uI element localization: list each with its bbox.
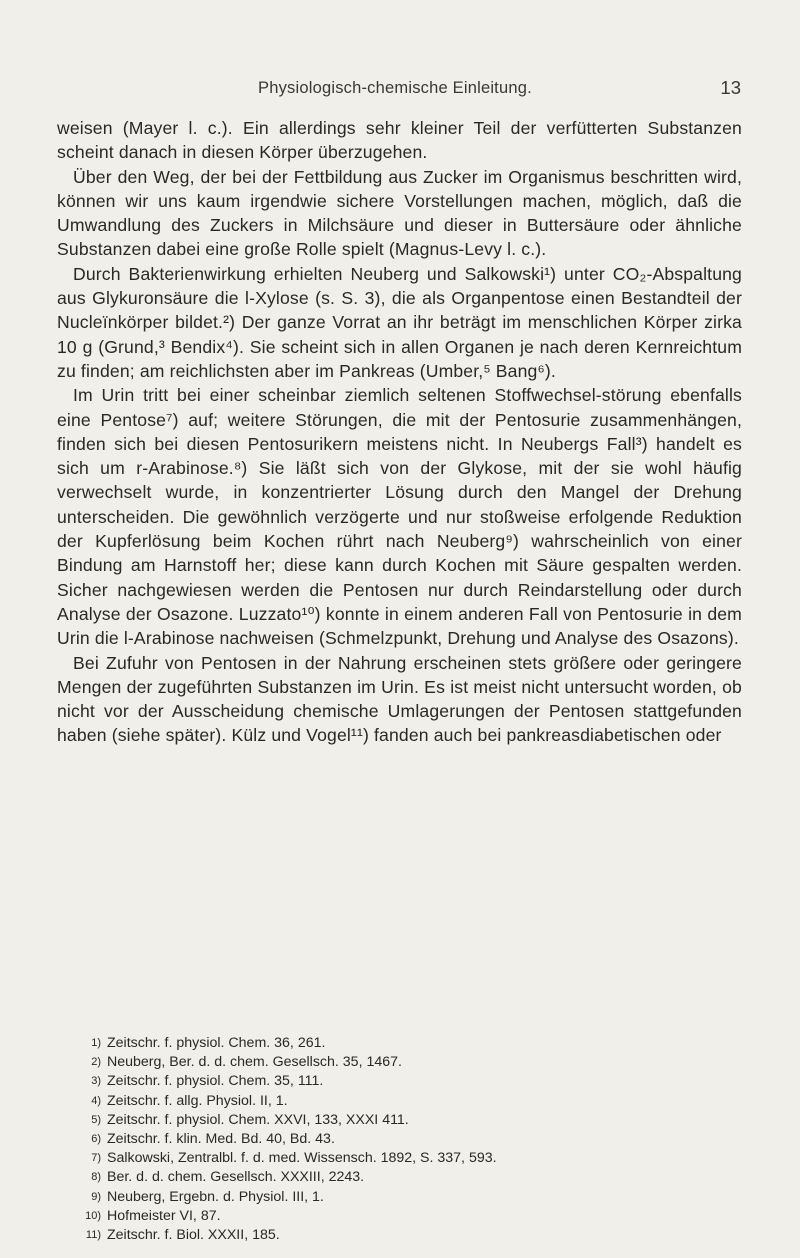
footnote-text: Zeitschr. f. klin. Med. Bd. 40, Bd. 43. — [107, 1131, 335, 1148]
footnote-text: Zeitschr. f. physiol. Chem. 36, 261. — [107, 1035, 326, 1051]
paragraph: Bei Zufuhr von Pentosen in der Nahrung erscheinen stets größere oder geringere Mengen der zugeführten Substanzen im Urin. Es ist meist nicht untersucht worden, ob nicht vor der Ausscheidung chemische Umlagerungen der Pentosen stattgefunden haben (siehe später). Külz und Vogel¹¹) fanden auch bei pankreasdiabetischen oder — [57, 652, 742, 746]
footnote-number: 9) — [91, 1190, 101, 1203]
footnote-number: 8) — [91, 1171, 101, 1184]
footnote — [57, 1207, 742, 1226]
footnote-number: 11) — [85, 1229, 101, 1242]
paragraph: Im Urin tritt bei einer scheinbar ziemlich seltenen Stoffwechsel-störung ebenfalls eine Pentose⁷) auf; weitere Störungen, die mit der Pentosurie zusammenhängen, finden sich bei diesen Pentosurikern meistens nicht. In Neubergs Fall³) handelt es sich um r-Arabinose.⁸) Sie läßt sich von der Glykose, mit der sie wohl häufig verwechselt wurde, in konzentrierter Lösung durch den Mangel der Drehung unterscheiden. Die gewöhnlich verzögerte und nur stoßweise erfolgende Reduktion der Kupferlösung beim Kochen rührt nach Neuberg⁹) wahrscheinlich von einer Bindung am Harnstoff her; diese kann durch Kochen mit Säure gespalten werden. Sicher nachgewiesen werden die Pentosen nur durch Reindarstellung oder durch Analyse der Osazone. Luzzato¹⁰) konnte in einem anderen Fall von Pentosurie in dem Urin die l-Arabinose nachweisen (Schmelzpunkt, Drehung und Analyse des Osazons). — [57, 385, 742, 649]
body-text — [57, 116, 742, 748]
footnote — [57, 1226, 742, 1245]
footnote-number: 4) — [91, 1094, 101, 1107]
footnote — [57, 1092, 742, 1111]
footnote-number: 1) — [91, 1037, 101, 1049]
header-title: Physiologisch-chemische Einleitung. — [258, 79, 532, 97]
footnote-number: 3) — [91, 1075, 101, 1088]
footnote — [57, 1034, 742, 1053]
paragraph: Über den Weg, der bei der Fettbildung aus Zucker im Organismus beschritten wird, können wir uns kaum irgendwie sichere Vorstellungen machen, möglich, daß die Umwandlung des Zuckers in Milchsäure und dieser in Buttersäure oder ähnliche Substanzen dabei eine große Rolle spielt (Magnus-Levy l. c.). — [57, 166, 742, 260]
running-header — [0, 79, 800, 103]
footnotes — [57, 1034, 742, 1245]
paragraph: weisen (Mayer l. c.). Ein allerdings sehr kleiner Teil der verfütterten Substanzen scheint danach in diesen Körper überzugehen. — [57, 118, 742, 163]
footnote-text: Zeitschr. f. Biol. XXXII, 185. — [107, 1227, 280, 1244]
footnote-text: Zeitschr. f. physiol. Chem. 35, 111. — [107, 1073, 324, 1090]
footnote — [57, 1072, 742, 1091]
footnote — [57, 1053, 742, 1072]
paragraph: Durch Bakterienwirkung erhielten Neuberg und Salkowski¹) unter CO₂-Abspaltung aus Glykuronsäure die l-Xylose (s. S. 3), die als Organpentose einen Bestandteil der Nucleïnkörper bildet.²) Der ganze Vorrat an ihr beträgt im menschlichen Körper zirka 10 g (Grund,³ Bendix⁴). Sie scheint sich in allen Organen je nach deren Kernreichtum zu finden; am reichlichsten aber im Pankreas (Umber,⁵ Bang⁶). — [57, 263, 742, 381]
footnote-text: Neuberg, Ergebn. d. Physiol. III, 1. — [107, 1188, 324, 1205]
footnote — [57, 1111, 742, 1130]
footnote-text: Zeitschr. f. allg. Physiol. II, 1. — [107, 1092, 288, 1109]
page-number: 13 — [720, 77, 741, 98]
footnote-number: 7) — [91, 1152, 101, 1165]
footnote-text: Hofmeister VI, 87. — [107, 1207, 221, 1224]
footnote — [57, 1168, 742, 1187]
footnote-text: Ber. d. d. chem. Gesellsch. XXXIII, 2243. — [107, 1169, 365, 1186]
footnote-number: 6) — [91, 1133, 101, 1146]
footnote — [57, 1149, 742, 1168]
footnote-text: Neuberg, Ber. d. d. chem. Gesellsch. 35, 1467. — [107, 1054, 402, 1071]
footnote-text: Salkowski, Zentralbl. f. d. med. Wissensch. 1892, S. 337, 593. — [107, 1150, 497, 1167]
footnote-number: 10) — [85, 1209, 101, 1222]
footnote-text: Zeitschr. f. physiol. Chem. XXVI, 133, XXXI 411. — [107, 1111, 409, 1128]
footnote — [57, 1188, 742, 1207]
footnote — [57, 1130, 742, 1149]
footnote-number: 2) — [91, 1056, 101, 1069]
footnote-number: 5) — [91, 1113, 101, 1126]
